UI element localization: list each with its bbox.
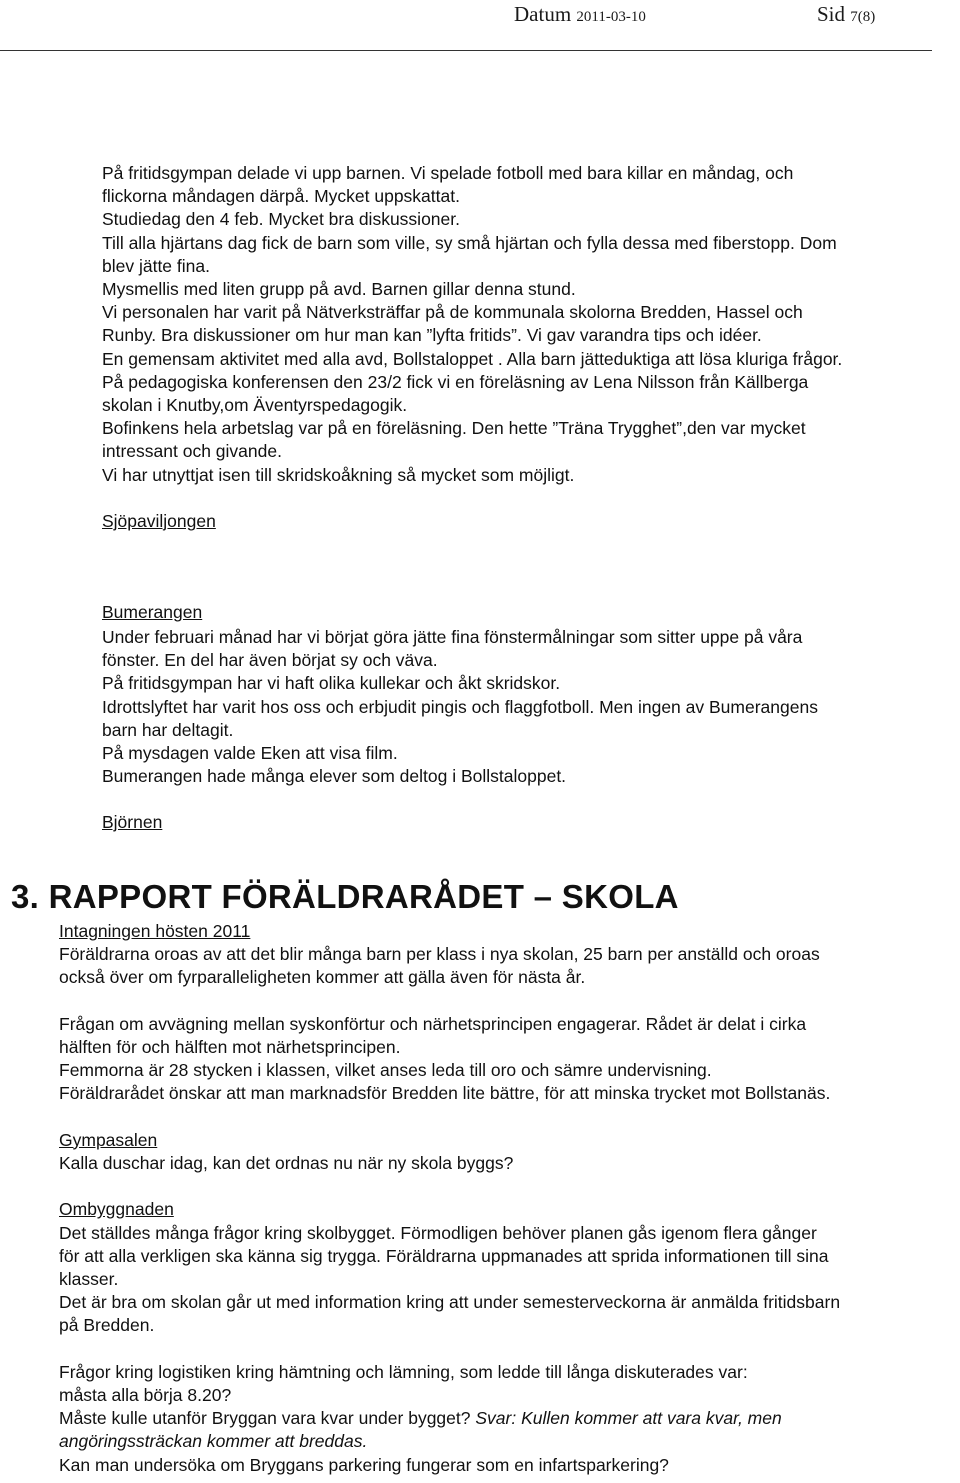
text-line: På mysdagen valde Eken att visa film.: [102, 743, 398, 764]
text-line: Det ställdes många frågor kring skolbygget. Förmodligen behöver planen gås igenom flera gånger: [59, 1222, 817, 1243]
text-line: Femmorna är 28 stycken i klassen, vilket anses leda till oro och sämre undervisning.: [59, 1060, 712, 1081]
text-line: På pedagogiska konferensen den 23/2 fick vi en föreläsning av Lena Nilsson från Källberga: [102, 371, 809, 392]
text-line: Runby. Bra diskussioner om hur man kan ”lyfta fritids”. Vi gav varandra tips och idéer.: [102, 325, 762, 346]
answer-text: angöringssträckan kommer att breddas.: [59, 1431, 368, 1452]
text-line: intressant och givande.: [102, 441, 282, 462]
heading-bumerangen: Bumerangen: [102, 602, 203, 622]
text-line: klasser.: [59, 1269, 119, 1289]
spacer: [59, 1338, 840, 1361]
text-line: Föräldrarådet önskar att man marknadsför Bredden lite bättre, för att minska trycket mot Bollstanäs.: [59, 1083, 831, 1104]
text-line: också över om fyrparalleligheten kommer att gälla även för nästa år.: [59, 967, 586, 988]
header-page-number: [817, 2, 875, 27]
text-line: hälften för och hälften mot närhetsprincipen.: [59, 1037, 401, 1057]
rapport-body: [59, 920, 840, 1477]
text-line: blev jätte fina.: [102, 255, 210, 276]
heading-bjornen: Björnen: [102, 812, 163, 832]
text-line: fönster. En del har även börjat sy och väva.: [102, 650, 438, 671]
bumerangen-paragraph: [102, 626, 818, 788]
text-line: Kalla duschar idag, kan det ordnas nu när ny skola byggs?: [59, 1153, 514, 1173]
text-line: Bumerangen hade många elever som deltog i Bollstaloppet.: [102, 766, 567, 787]
header-date: [514, 2, 646, 27]
spacer: [59, 1175, 840, 1198]
text-line: barn har deltagit.: [102, 719, 234, 740]
text-line: skolan i Knutby,om Äventyrspedagogik.: [102, 395, 408, 416]
text-line: Frågan om avvägning mellan syskonförtur och närhetsprincipen engagerar. Rådet är delat i cirka: [59, 1013, 807, 1034]
text-line-mixed: [59, 1407, 840, 1430]
subheading-intagningen: Intagningen hösten 2011: [59, 921, 251, 941]
text-line: måsta alla börja 8.20?: [59, 1385, 232, 1405]
text-line: Under februari månad har vi börjat göra jätte fina fönstermålningar som sitter uppe på våra: [102, 627, 803, 647]
text-line: flickorna måndagen därpå. Mycket uppskattat.: [102, 186, 460, 207]
header-divider: [0, 50, 932, 51]
text-line: Vi personalen har varit på Nätverksträffar på de kommunala skolorna Bredden, Hassel och: [102, 302, 803, 323]
text-line: Frågor kring logistiken kring hämtning och lämning, som ledde till långa diskuterades var:: [59, 1361, 748, 1382]
text-line: Till alla hjärtans dag fick de barn som ville, sy små hjärtan och fylla dessa med fiberstopp. Dom: [102, 232, 837, 253]
section-heading-rapport: 3. RAPPORT FÖRÄLDRARÅDET – SKOLA: [11, 878, 679, 915]
text-line: Föräldrarna oroas av att det blir många barn per klass i nya skolan, 25 barn per anställd och oroas: [59, 944, 820, 965]
text-line: Bofinkens hela arbetslag var på en föreläsning. Den hette ”Träna Trygghet”,den var mycket: [102, 418, 806, 439]
spacer: [59, 1106, 840, 1129]
fritids-report-paragraph: [102, 162, 842, 487]
header-page-label: Sid: [817, 2, 846, 26]
text-line: för att alla verkligen ska känna sig trygga. Föräldrarna uppmanades att sprida informationen till sina: [59, 1245, 829, 1266]
subheading-gympasalen: Gympasalen: [59, 1129, 158, 1150]
text-line: På fritidsgympan har vi haft olika kullekar och åkt skridskor.: [102, 673, 561, 694]
subheading-ombyggnaden: Ombyggnaden: [59, 1199, 174, 1220]
page-header: [0, 0, 960, 40]
text-line: På fritidsgympan delade vi upp barnen. Vi spelade fotboll med bara killar en måndag, och: [102, 163, 794, 183]
text-line: Kan man undersöka om Bryggans parkering fungerar som en infartsparkering?: [59, 1454, 669, 1475]
spacer: [59, 990, 840, 1013]
text-line: Mysmellis med liten grupp på avd. Barnen gillar denna stund.: [102, 279, 576, 300]
text-line: Idrottslyftet har varit hos oss och erbjudit pingis och flaggfotboll. Men ingen av Bumerangens: [102, 696, 818, 717]
heading-sjopaviljongen: Sjöpaviljongen: [102, 511, 216, 531]
question-text: Måste kulle utanför Bryggan vara kvar under bygget?: [59, 1408, 471, 1429]
text-line: Det är bra om skolan går ut med information kring att under semesterveckorna är anmälda fritidsbarn: [59, 1292, 841, 1313]
header-date-label: Datum: [514, 2, 572, 26]
text-line: Vi har utnyttjat isen till skridskoåkning så mycket som möjligt.: [102, 464, 575, 485]
header-date-value: 2011-03-10: [576, 9, 646, 25]
answer-text: Svar: Kullen kommer att vara kvar, men: [475, 1408, 782, 1429]
text-line: En gemensam aktivitet med alla avd, Bollstaloppet . Alla barn jätteduktiga att lösa kluriga frågor.: [102, 348, 843, 369]
text-line: på Bredden.: [59, 1315, 155, 1336]
header-page-value: 7(8): [850, 9, 876, 25]
text-line: Studiedag den 4 feb. Mycket bra diskussioner.: [102, 209, 460, 230]
